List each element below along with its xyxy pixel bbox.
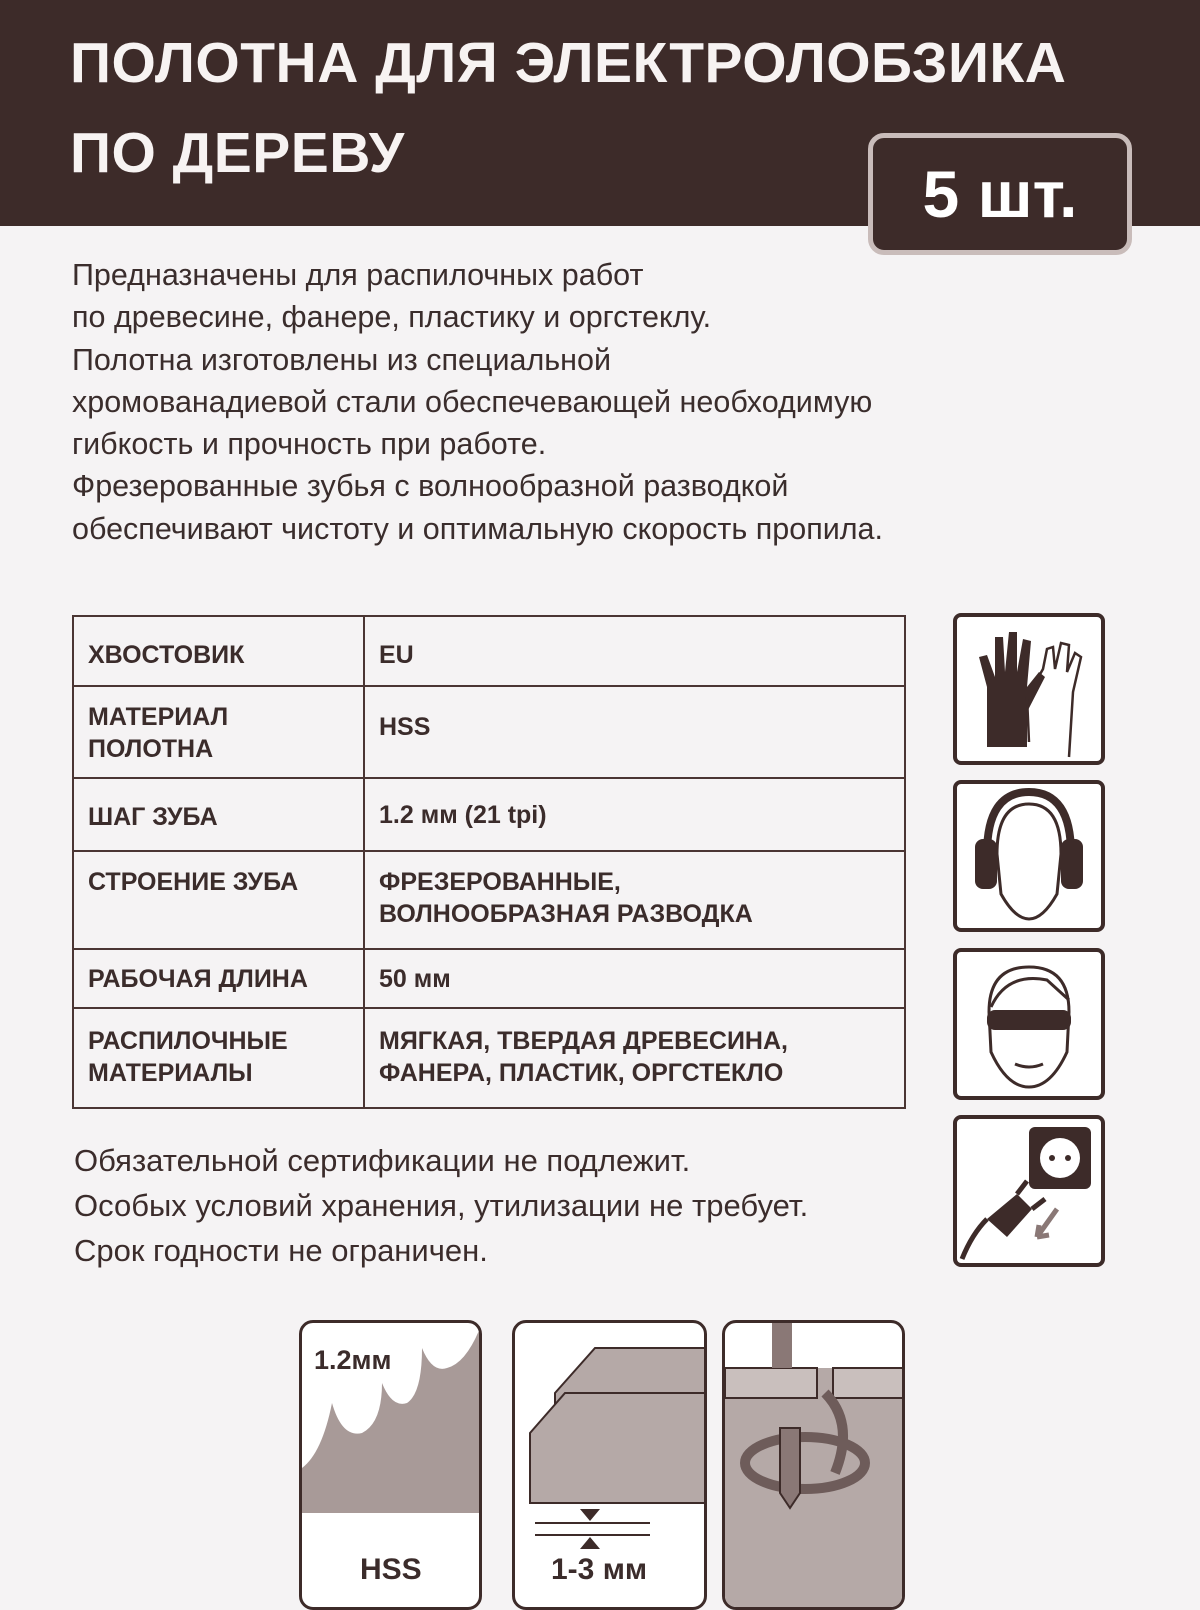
unplug-icon: [953, 1115, 1105, 1267]
spec-label: ШАГ ЗУБА: [73, 778, 364, 851]
description-line: хромованадиевой стали обеспечевающей необходимую: [72, 384, 873, 419]
description-line: Предназначены для распилочных работ: [72, 258, 644, 292]
table-row: [73, 686, 905, 778]
thickness-label: 1-3 мм: [551, 1553, 648, 1586]
description: [72, 254, 883, 550]
spec-label: МАТЕРИАЛ ПОЛОТНА: [73, 686, 364, 778]
note-line: Обязательной сертификации не подлежит.: [74, 1143, 691, 1178]
spec-label: ХВОСТОВИК: [73, 616, 364, 686]
material-label: HSS: [360, 1553, 422, 1586]
table-row: [73, 778, 905, 851]
tooth-pitch-panel: [299, 1320, 482, 1610]
product-title-line1: ПОЛОТНА ДЛЯ ЭЛЕКТРОЛОБЗИКА: [70, 31, 1067, 95]
curved-cut-icon: [725, 1323, 905, 1610]
ear-protection-icon: [953, 780, 1105, 932]
note-line: Срок годности не ограничен.: [74, 1233, 488, 1268]
description-line: Фрезерованные зубья с волнообразной разводкой: [72, 469, 789, 504]
safety-glasses-icon: [953, 948, 1105, 1100]
curved-cut-panel: [722, 1320, 905, 1610]
spec-label: РАСПИЛОЧНЫЕ МАТЕРИАЛЫ: [73, 1008, 364, 1108]
note-line: Особых условий хранения, утилизации не требует.: [74, 1188, 809, 1223]
spec-value: МЯГКАЯ, ТВЕРДАЯ ДРЕВЕСИНА, ФАНЕРА, ПЛАСТИК, ОРГСТЕКЛО: [364, 1008, 905, 1108]
spec-label: РАБОЧАЯ ДЛИНА: [73, 949, 364, 1008]
spec-value: EU: [364, 616, 905, 686]
description-line: обеспечивают чистоту и оптимальную скорость пропила.: [72, 511, 883, 546]
spec-value: HSS: [364, 686, 905, 778]
table-row: [73, 851, 905, 949]
spec-value: 50 мм: [364, 949, 905, 1008]
gloves-icon: [953, 613, 1105, 765]
spec-value: ФРЕЗЕРОВАННЫЕ, ВОЛНООБРАЗНАЯ РАЗВОДКА: [364, 851, 905, 949]
notes: [74, 1138, 808, 1273]
tooth-pitch-label: 1.2мм: [314, 1345, 392, 1375]
description-line: Полотна изготовлены из специальной: [72, 342, 611, 377]
description-line: по древесине, фанере, пластику и оргстеклу.: [72, 300, 712, 335]
spec-table: [72, 615, 906, 1109]
product-title-line2: ПО ДЕРЕВУ: [70, 121, 405, 185]
spec-label: СТРОЕНИЕ ЗУБА: [73, 851, 364, 949]
thickness-panel: [512, 1320, 707, 1610]
table-row: [73, 616, 905, 686]
description-line: гибкость и прочность при работе.: [72, 427, 547, 462]
table-row: [73, 949, 905, 1008]
spec-value: 1.2 мм (21 tpi): [364, 778, 905, 851]
quantity-badge: 5 шт.: [868, 133, 1132, 255]
table-row: [73, 1008, 905, 1108]
